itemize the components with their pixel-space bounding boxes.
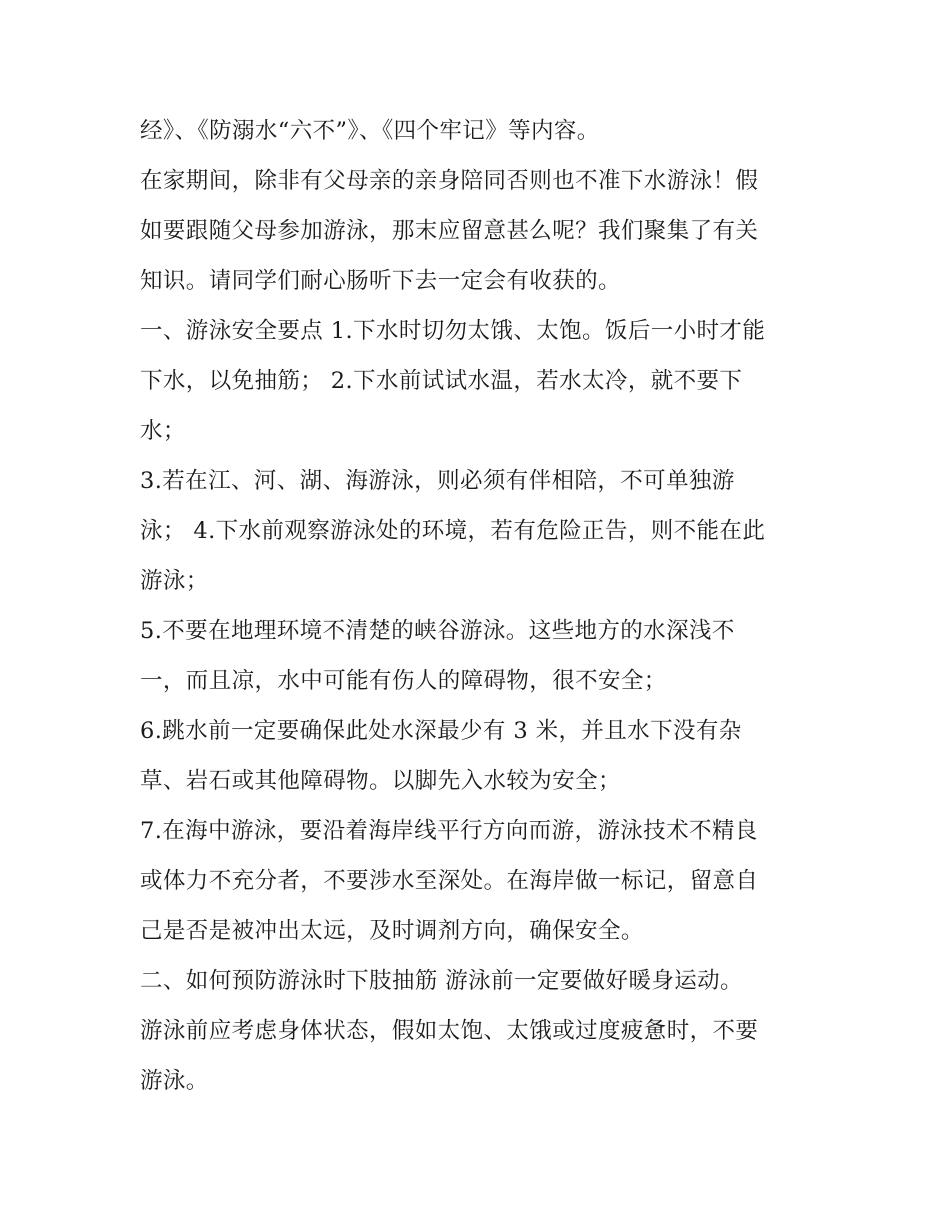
text-line: 如要跟随父母参加游泳，那末应留意甚么呢？我们聚集了有关 [140,218,759,244]
text-line: 经》、《防溺水“六不”》、《四个牢记》等内容。 [140,118,600,144]
section-heading-line: 一、游泳安全要点 1.下水时切勿太饿、太饱。饭后一小时才能 [140,318,766,344]
text-line: 草、岩石或其他障碍物。以脚先入水较为安全； [140,768,621,794]
text-line: 5.不要在地理环境不清楚的峡谷游泳。这些地方的水深浅不 [140,618,735,644]
section-heading-line: 二、如何预防游泳时下肢抽筋 游泳前一定要做好暖身运动。 [140,968,743,994]
body-text [140,106,820,1106]
text-line: 泳； 4.下水前观察游泳处的环境，若有危险正告，则不能在此 [140,518,766,544]
text-line: 下水，以免抽筋； 2.下水前试试水温，若水太冷，就不要下 [140,368,743,394]
text-line: 己是否是被冲出太远，及时调剂方向，确保安全。 [140,918,644,944]
text-line: 3.若在江、河、湖、海游泳，则必须有伴相陪，不可单独游 [140,468,735,494]
text-line: 在家期间，除非有父母亲的亲身陪同否则也不准下水游泳！假 [140,168,759,194]
text-line: 6.跳水前一定要确保此处水深最少有 3 米，并且水下没有杂 [140,718,742,744]
text-line: 水； [140,418,186,444]
text-line: 知识。请同学们耐心肠听下去一定会有收获的。 [140,268,621,294]
text-line: 7.在海中游泳，要沿着海岸线平行方向而游，游泳技术不精良 [140,818,758,844]
text-line: 游泳前应考虑身体状态，假如太饱、太饿或过度疲惫时，不要 [140,1018,759,1044]
text-line: 一，而且凉，水中可能有伤人的障碍物，很不安全； [140,668,667,694]
text-line: 游泳。 [140,1068,209,1094]
text-line: 游泳； [140,568,209,594]
text-line: 或体力不充分者，不要涉水至深处。在海岸做一标记，留意自 [140,868,759,894]
